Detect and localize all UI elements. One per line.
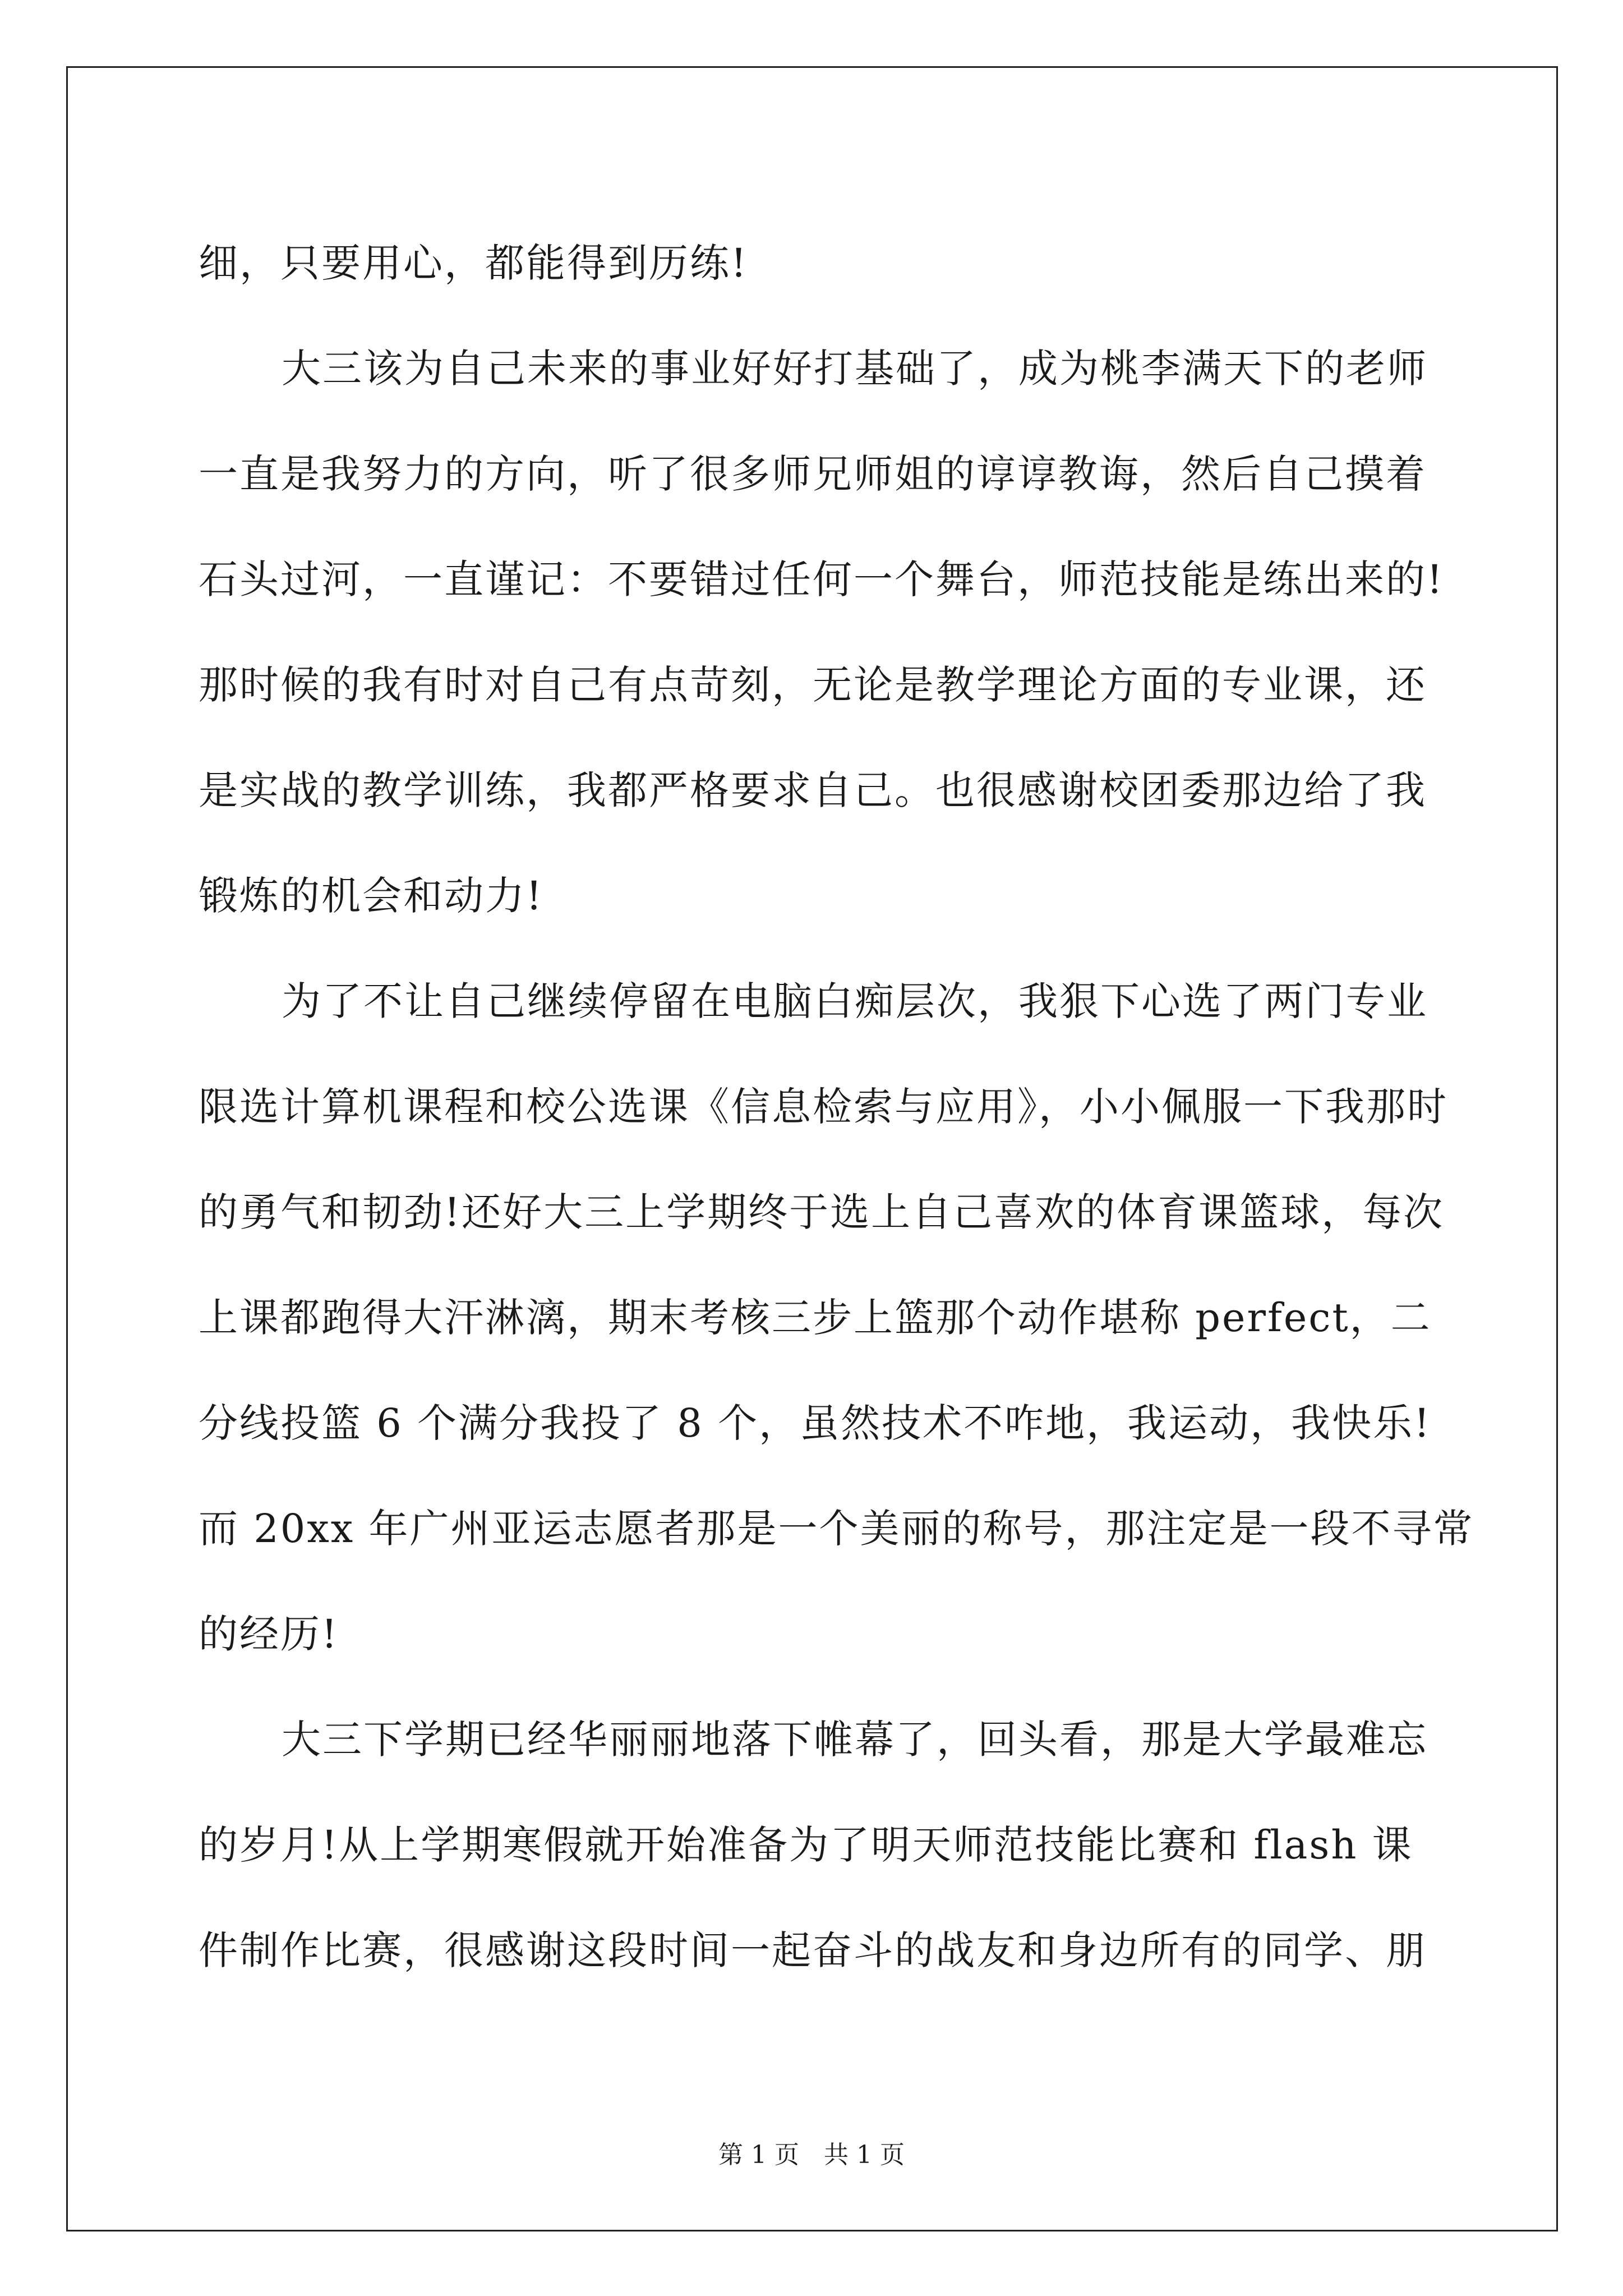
- paragraph-3-line-3: 的勇气和韧劲!还好大三上学期终于选上自己喜欢的体育课篮球，每次: [199, 1189, 1445, 1235]
- paragraph-3-line-6: 而 20xx 年广州亚运志愿者那是一个美丽的称号，那注定是一段不寻常: [199, 1506, 1474, 1552]
- paragraph-2-line-5: 是实战的教学训练，我都严格要求自己。也很感谢校团委那边给了我: [199, 767, 1427, 813]
- paragraph-2-line-2: 一直是我努力的方向，听了很多师兄师姐的谆谆教诲，然后自己摸着: [199, 451, 1427, 497]
- paragraph-3-line-5: 分线投篮 6 个满分我投了 8 个，虽然技术不咋地，我运动，我快乐!: [199, 1400, 1432, 1446]
- paragraph-2-line-6: 锻炼的机会和动力!: [199, 873, 544, 919]
- paragraph-4-line-1: 大三下学期已经华丽丽地落下帷幕了，回头看，那是大学最难忘: [282, 1717, 1428, 1763]
- paragraph-2-line-4: 那时候的我有时对自己有点苛刻，无论是教学理论方面的专业课，还: [199, 662, 1427, 708]
- paragraph-1-line-1: 细，只要用心，都能得到历练!: [199, 240, 749, 286]
- paragraph-2-line-3: 石头过河，一直谨记：不要错过任何一个舞台，师范技能是练出来的!: [199, 556, 1445, 602]
- page-footer: 第 1 页 共 1 页: [718, 2141, 905, 2169]
- paragraph-3-line-4: 上课都跑得大汗淋漓，期末考核三步上篮那个动作堪称 perfect，二: [199, 1295, 1432, 1341]
- paragraph-4-line-3: 件制作比赛，很感谢这段时间一起奋斗的战友和身边所有的同学、朋: [199, 1927, 1427, 1973]
- paragraph-3-line-7: 的经历!: [199, 1611, 339, 1657]
- paragraph-3-line-1: 为了不让自己继续停留在电脑白痴层次，我狠下心选了两门专业: [282, 978, 1428, 1024]
- paragraph-2-line-1: 大三该为自己未来的事业好好打基础了，成为桃李满天下的老师: [282, 346, 1428, 392]
- document-body: [199, 210, 1474, 2003]
- paragraph-3-line-2: 限选计算机课程和校公选课《信息检索与应用》，小小佩服一下我那时: [199, 1084, 1448, 1130]
- paragraph-4-line-2: 的岁月!从上学期寒假就开始准备为了明天师范技能比赛和 flash 课: [199, 1822, 1413, 1868]
